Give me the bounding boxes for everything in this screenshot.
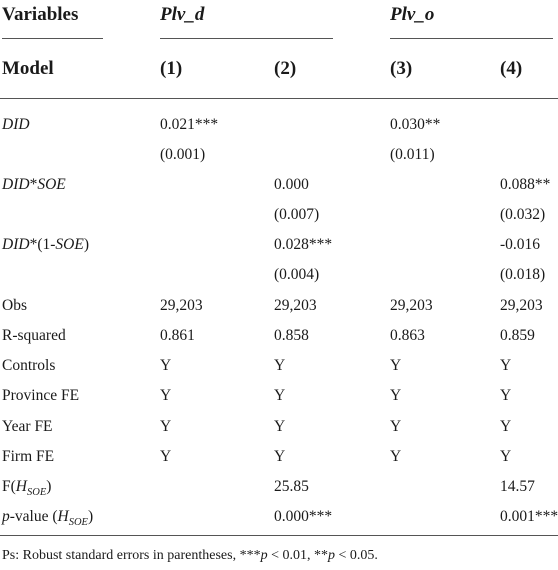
variables-header: Variables <box>2 4 79 25</box>
header-bottom-rule <box>0 98 558 99</box>
header-underline-variables <box>2 38 103 39</box>
controls-2: Y <box>274 357 286 374</box>
obs-2: 29,203 <box>274 297 317 314</box>
group-header-plv-d: Plv_d <box>160 4 205 25</box>
did-se-3: (0.011) <box>390 146 435 163</box>
did-coef-3: 0.030** <box>390 116 441 133</box>
controls-1: Y <box>160 357 172 374</box>
f-hsoe-4: 14.57 <box>500 478 535 495</box>
controls-4: Y <box>500 357 512 374</box>
model-header-2: (2) <box>274 58 297 79</box>
did-nonsoe-se-2: (0.004) <box>274 266 320 283</box>
did-soe-se-2: (0.007) <box>274 206 320 223</box>
row-label-did-soe: DID*SOE <box>2 176 66 193</box>
header-underline-plv-o <box>390 38 553 39</box>
firm-fe-2: Y <box>274 448 286 465</box>
group-header-plv-o: Plv_o <box>390 4 435 25</box>
did-se-1: (0.001) <box>160 146 206 163</box>
did-soe-coef-2: 0.000 <box>274 176 309 193</box>
year-fe-1: Y <box>160 418 172 435</box>
model-header-3: (3) <box>390 58 413 79</box>
did-nonsoe-coef-4: -0.016 <box>500 236 541 253</box>
row-label-year-fe: Year FE <box>2 418 53 435</box>
rsq-2: 0.858 <box>274 327 309 344</box>
firm-fe-3: Y <box>390 448 402 465</box>
row-label-pvalue-hsoe: p-value $(H_{SOE})$ <box>2 508 94 529</box>
province-fe-4: Y <box>500 387 512 404</box>
province-fe-2: Y <box>274 387 286 404</box>
row-label-firm-fe: Firm FE <box>2 448 55 465</box>
row-label-f-hsoe: $F(H_{SOE})$ <box>2 478 52 499</box>
firm-fe-1: Y <box>160 448 172 465</box>
firm-fe-4: Y <box>500 448 512 465</box>
model-header-4: (4) <box>500 58 523 79</box>
year-fe-3: Y <box>390 418 402 435</box>
controls-3: Y <box>390 357 402 374</box>
pvalue-hsoe-2: 0.000*** <box>274 508 333 525</box>
did-nonsoe-se-4: (0.018) <box>500 266 546 283</box>
row-label-controls: Controls <box>2 357 56 374</box>
model-header: Model <box>2 58 54 79</box>
province-fe-3: Y <box>390 387 402 404</box>
row-label-did-nonsoe: DID*(1-SOE) <box>2 236 89 253</box>
row-label-rsquared: R-squared <box>2 327 66 344</box>
row-label-province-fe: Province FE <box>2 387 80 404</box>
did-soe-coef-4: 0.088** <box>500 176 551 193</box>
table-bottom-rule <box>0 535 558 536</box>
did-soe-se-4: (0.032) <box>500 206 546 223</box>
table-footnote: Ps: Robust standard errors in parentheses, ***p < 0.01, **p < 0.05. <box>2 548 378 563</box>
obs-1: 29,203 <box>160 297 203 314</box>
year-fe-2: Y <box>274 418 286 435</box>
year-fe-4: Y <box>500 418 512 435</box>
obs-4: 29,203 <box>500 297 543 314</box>
rsq-4: 0.859 <box>500 327 535 344</box>
row-label-obs: Obs <box>2 297 27 314</box>
did-nonsoe-coef-2: 0.028*** <box>274 236 333 253</box>
header-underline-plv-d <box>160 38 333 39</box>
model-header-1: (1) <box>160 58 183 79</box>
obs-3: 29,203 <box>390 297 433 314</box>
did-coef-1: 0.021*** <box>160 116 219 133</box>
f-hsoe-2: 25.85 <box>274 478 309 495</box>
row-label-did: DID <box>2 116 30 133</box>
province-fe-1: Y <box>160 387 172 404</box>
rsq-3: 0.863 <box>390 327 425 344</box>
pvalue-hsoe-4: 0.001*** <box>500 508 558 525</box>
rsq-1: 0.861 <box>160 327 195 344</box>
